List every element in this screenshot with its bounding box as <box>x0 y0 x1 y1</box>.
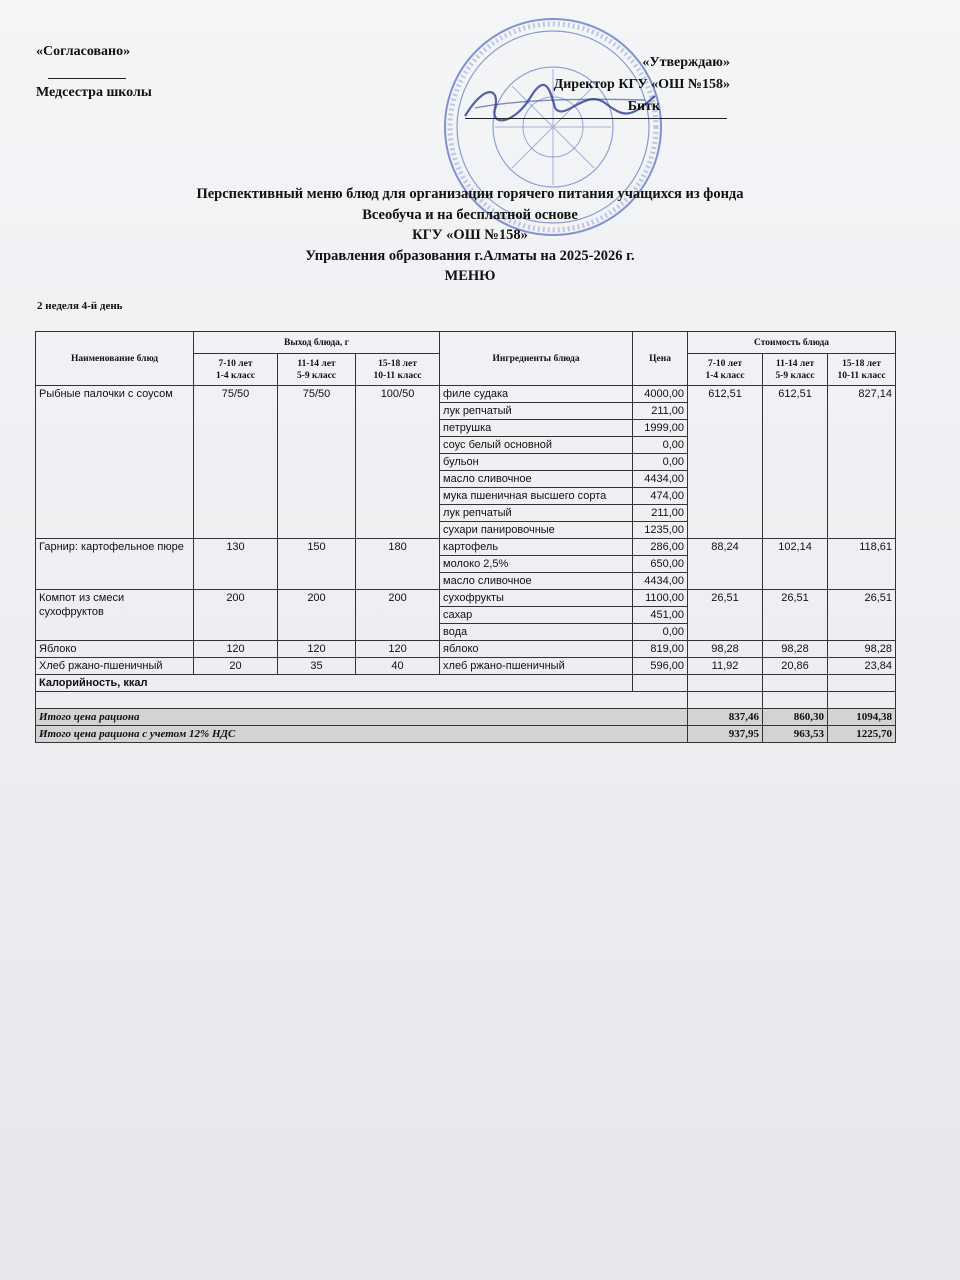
ingredient-name: лук репчатый <box>440 403 633 420</box>
ingredient-price: 819,00 <box>633 641 688 658</box>
total-row <box>36 709 896 726</box>
dish-name: Гарнир: картофельное пюре <box>36 539 194 590</box>
menu-table <box>35 331 896 743</box>
ingredient-price: 211,00 <box>633 403 688 420</box>
dish-cost-age-1: 98,28 <box>688 641 763 658</box>
empty-row <box>36 692 688 709</box>
total-age-2: 860,30 <box>763 709 828 726</box>
ingredient-name: сахар <box>440 607 633 624</box>
empty-cell <box>688 692 763 709</box>
dish-output-age-1: 20 <box>194 658 278 675</box>
ingredient-name: лук репчатый <box>440 505 633 522</box>
dish-output-age-3: 200 <box>356 590 440 641</box>
table-row <box>36 590 896 607</box>
ingredient-price: 4000,00 <box>633 386 688 403</box>
dish-cost-age-2: 102,14 <box>763 539 828 590</box>
document-title <box>0 184 940 287</box>
dish-output-age-2: 120 <box>278 641 356 658</box>
dish-cost-age-1: 612,51 <box>688 386 763 539</box>
ingredient-name: филе судака <box>440 386 633 403</box>
dish-output-age-1: 200 <box>194 590 278 641</box>
cost-age-2: 11-14 лет 5-9 класс <box>763 354 828 386</box>
ingredient-price: 0,00 <box>633 624 688 641</box>
ingredient-price: 4434,00 <box>633 573 688 590</box>
table-row <box>36 658 896 675</box>
total-age-3: 1094,38 <box>828 709 896 726</box>
ingredient-price: 1999,00 <box>633 420 688 437</box>
calories-age-1 <box>688 675 763 692</box>
total-vat-row <box>36 726 896 743</box>
dish-output-age-3: 100/50 <box>356 386 440 539</box>
dish-output-age-2: 35 <box>278 658 356 675</box>
empty-cell <box>763 692 828 709</box>
ingredient-price: 286,00 <box>633 539 688 556</box>
dish-cost-age-2: 612,51 <box>763 386 828 539</box>
director-name: Битк <box>627 99 660 114</box>
dish-output-age-1: 130 <box>194 539 278 590</box>
ingredient-name: картофель <box>440 539 633 556</box>
dish-cost-age-3: 118,61 <box>828 539 896 590</box>
table-row <box>36 539 896 556</box>
total-vat-age-1: 937,95 <box>688 726 763 743</box>
ingredient-name: петрушка <box>440 420 633 437</box>
ingredient-price: 211,00 <box>633 505 688 522</box>
title-line-4: Управления образования г.Алматы на 2025-2026 г. <box>305 247 635 264</box>
ingredient-price: 451,00 <box>633 607 688 624</box>
dish-output-age-3: 40 <box>356 658 440 675</box>
title-line-2: Всеобуча и на бесплатной основе <box>362 206 578 223</box>
ingredient-price: 650,00 <box>633 556 688 573</box>
total-vat-label: Итого цена рациона с учетом 12% НДС <box>36 726 688 743</box>
empty-cell <box>828 692 896 709</box>
calories-price <box>633 675 688 692</box>
cost-age-1: 7-10 лет 1-4 класс <box>688 354 763 386</box>
dish-cost-age-2: 98,28 <box>763 641 828 658</box>
dish-output-age-2: 75/50 <box>278 386 356 539</box>
ingredient-name: хлеб ржано-пшеничный <box>440 658 633 675</box>
total-age-1: 837,46 <box>688 709 763 726</box>
cost-age-3: 15-18 лет 10-11 класс <box>828 354 896 386</box>
dish-cost-age-2: 26,51 <box>763 590 828 641</box>
dish-cost-age-3: 26,51 <box>828 590 896 641</box>
menu-body <box>36 386 896 675</box>
ingredient-name: бульон <box>440 454 633 471</box>
dish-name: Яблоко <box>36 641 194 658</box>
ingredient-price: 0,00 <box>633 454 688 471</box>
ingredient-name: молоко 2,5% <box>440 556 633 573</box>
cost-header: Стоимость блюда <box>688 332 896 354</box>
week-day-label: 2 неделя 4-й день <box>37 300 123 312</box>
dish-name: Хлеб ржано-пшеничный <box>36 658 194 675</box>
ingredient-price: 1235,00 <box>633 522 688 539</box>
dish-output-age-3: 180 <box>356 539 440 590</box>
ingredient-price: 596,00 <box>633 658 688 675</box>
dish-cost-age-3: 98,28 <box>828 641 896 658</box>
ingredient-name: соус белый основной <box>440 437 633 454</box>
calories-label: Калорийность, ккал <box>36 675 633 692</box>
dish-cost-age-1: 11,92 <box>688 658 763 675</box>
dish-output-age-3: 120 <box>356 641 440 658</box>
ingredient-name: яблоко <box>440 641 633 658</box>
calories-age-3 <box>828 675 896 692</box>
dish-output-age-2: 150 <box>278 539 356 590</box>
ingredient-price: 4434,00 <box>633 471 688 488</box>
title-line-5: МЕНЮ <box>444 268 496 284</box>
approve-label: «Утверждаю» <box>642 55 730 70</box>
title-line-3: КГУ «ОШ №158» <box>412 227 528 243</box>
dish-cost-age-1: 88,24 <box>688 539 763 590</box>
dish-output-age-2: 200 <box>278 590 356 641</box>
ingredient-name: масло сливочное <box>440 573 633 590</box>
ingredient-price: 1100,00 <box>633 590 688 607</box>
dish-cost-age-2: 20,86 <box>763 658 828 675</box>
dish-cost-age-3: 23,84 <box>828 658 896 675</box>
dish-name: Рыбные палочки с соусом <box>36 386 194 539</box>
nurse-label: Медсестра школы <box>36 85 152 100</box>
dish-cost-age-3: 827,14 <box>828 386 896 539</box>
dish-header: Наименование блюд <box>36 332 194 386</box>
output-header: Выход блюда, г <box>194 332 440 354</box>
ingredient-name: вода <box>440 624 633 641</box>
dish-output-age-1: 120 <box>194 641 278 658</box>
nurse-signature-line <box>48 78 126 79</box>
total-vat-age-3: 1225,70 <box>828 726 896 743</box>
ingredient-price: 474,00 <box>633 488 688 505</box>
table-row <box>36 641 896 658</box>
total-vat-age-2: 963,53 <box>763 726 828 743</box>
output-age-1: 7-10 лет 1-4 класс <box>194 354 278 386</box>
ingredient-price: 0,00 <box>633 437 688 454</box>
output-age-2: 11-14 лет 5-9 класс <box>278 354 356 386</box>
dish-cost-age-1: 26,51 <box>688 590 763 641</box>
ingredient-name: сухари панировочные <box>440 522 633 539</box>
approval-block <box>500 52 730 118</box>
total-label: Итого цена рациона <box>36 709 688 726</box>
output-age-3: 15-18 лет 10-11 класс <box>356 354 440 386</box>
ingredient-name: сухофрукты <box>440 590 633 607</box>
ingredient-name: масло сливочное <box>440 471 633 488</box>
director-signature-line <box>465 118 727 119</box>
dish-name: Компот из смеси сухофруктов <box>36 590 194 641</box>
table-row <box>36 386 896 403</box>
director-label: Директор КГУ «ОШ №158» <box>553 77 730 92</box>
dish-output-age-1: 75/50 <box>194 386 278 539</box>
calories-age-2 <box>763 675 828 692</box>
ingredients-header: Ингредиенты блюда <box>440 332 633 386</box>
agreed-label: «Согласовано» <box>36 44 131 59</box>
ingredient-name: мука пшеничная высшего сорта <box>440 488 633 505</box>
totals-body <box>36 675 896 743</box>
title-line-1: Перспективный меню блюд для организации горячего питания учащихся из фонда <box>196 186 744 202</box>
price-header: Цена <box>633 332 688 386</box>
agreement-block <box>36 44 152 101</box>
